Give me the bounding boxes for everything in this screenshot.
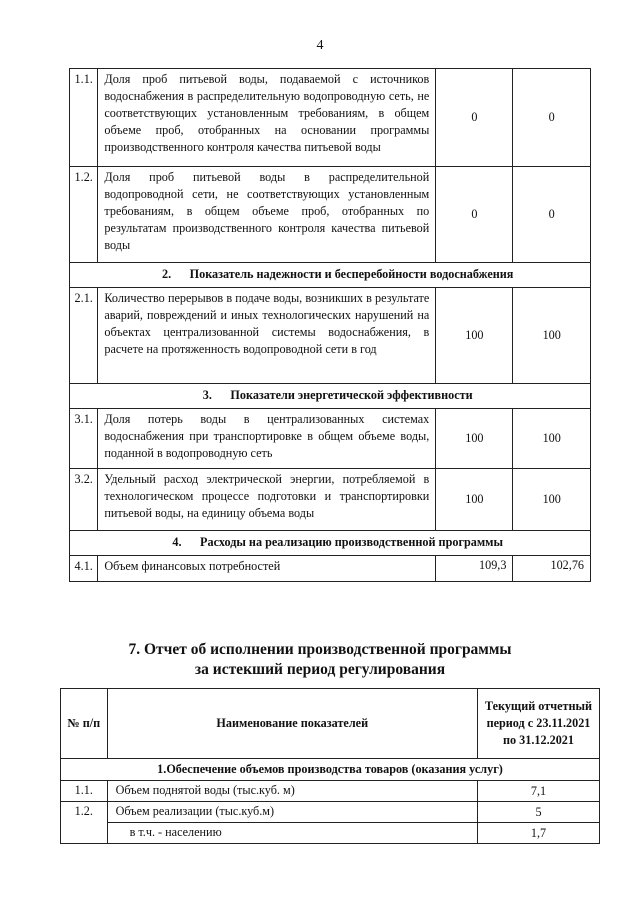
section-title: 1.Обеспечение объемов производства товаров (оказания услуг) <box>61 759 600 781</box>
value-planned: 0 <box>436 167 513 263</box>
value-actual: 100 <box>513 469 591 531</box>
value-actual: 100 <box>513 409 591 469</box>
row-description: Доля проб питьевой воды, подаваемой с источников водоснабжения в распределительную водопроводную сеть, не соответствующих установленным требованиям, в общем объеме проб, отобранных на основании программы производственного контроля качества питьевой воды <box>98 69 436 167</box>
row-value: 1,7 <box>477 823 599 844</box>
report-table <box>60 688 600 844</box>
row-number: 1.1. <box>61 781 108 802</box>
header-row <box>61 689 600 759</box>
value-actual: 102,76 <box>513 556 591 582</box>
row-number: 4.1. <box>70 556 98 582</box>
row-description: Объем реализации (тыс.куб.м) <box>107 802 477 823</box>
table-row <box>70 69 591 167</box>
table-row <box>61 781 600 802</box>
table-row <box>61 802 600 823</box>
section-number: 2. <box>162 267 172 281</box>
row-number: 3.2. <box>70 469 98 531</box>
section-number: 3. <box>202 388 212 402</box>
value-actual: 0 <box>513 167 591 263</box>
section-title: Показатель надежности и бесперебойности водоснабжения <box>189 267 514 281</box>
row-number: 1.2. <box>61 802 108 823</box>
table-row <box>70 556 591 582</box>
page-number: 4 <box>316 38 324 53</box>
value-actual: 0 <box>513 69 591 167</box>
row-value: 5 <box>477 802 599 823</box>
header-name: Наименование показателей <box>107 689 477 759</box>
table-row <box>70 409 591 469</box>
section-title: Расходы на реализацию производственной программы <box>200 535 503 549</box>
value-planned: 100 <box>436 288 513 384</box>
section-row <box>61 759 600 781</box>
row-number: 2.1. <box>70 288 98 384</box>
row-description: в т.ч. - населению <box>107 823 477 844</box>
row-description: Доля потерь воды в централизованных системах водоснабжения при транспортировке в общем объеме воды, поданной в водопроводную сеть <box>98 409 436 469</box>
section-row <box>70 384 591 409</box>
table-row <box>61 823 600 844</box>
section-heading-line2: за истекший период регулирования <box>194 661 446 678</box>
header-period: Текущий отчетный период с 23.11.2021 по 31.12.2021 <box>477 689 599 759</box>
header-number: № п/п <box>61 689 108 759</box>
row-number: 1.2. <box>70 167 98 263</box>
section-title: Показатели энергетической эффективности <box>230 388 473 402</box>
row-number: 3.1. <box>70 409 98 469</box>
row-description: Объем финансовых потребностей <box>98 556 436 582</box>
row-description: Количество перерывов в подаче воды, возникших в результате аварий, повреждений и иных технологических нарушений на объектах централизованной системы водоснабжения, в расчете на протяженность водопроводной сети в год <box>98 288 436 384</box>
row-description: Доля проб питьевой воды в распределительной водопроводной сети, не соответствующих установленным требованиям, в общем объеме проб, отобранных по результатам производственного контроля качества питьевой воды <box>98 167 436 263</box>
section-heading-line1: 7. Отчет об исполнении производственной программы <box>128 641 512 658</box>
value-planned: 100 <box>436 409 513 469</box>
row-description: Удельный расход электрической энергии, потребляемой в технологическом процессе подготовки и транспортировки питьевой воды, на единицу объема воды <box>98 469 436 531</box>
indicators-table <box>69 68 591 582</box>
table-row <box>70 288 591 384</box>
row-number: 1.1. <box>70 69 98 167</box>
row-value: 7,1 <box>477 781 599 802</box>
value-actual: 100 <box>513 288 591 384</box>
table-row <box>70 167 591 263</box>
section-row <box>70 531 591 556</box>
section-number: 4. <box>172 535 182 549</box>
value-planned: 109,3 <box>436 556 513 582</box>
value-planned: 0 <box>436 69 513 167</box>
table-row <box>70 469 591 531</box>
section-row <box>70 263 591 288</box>
row-description: Объем поднятой воды (тыс.куб. м) <box>107 781 477 802</box>
value-planned: 100 <box>436 469 513 531</box>
